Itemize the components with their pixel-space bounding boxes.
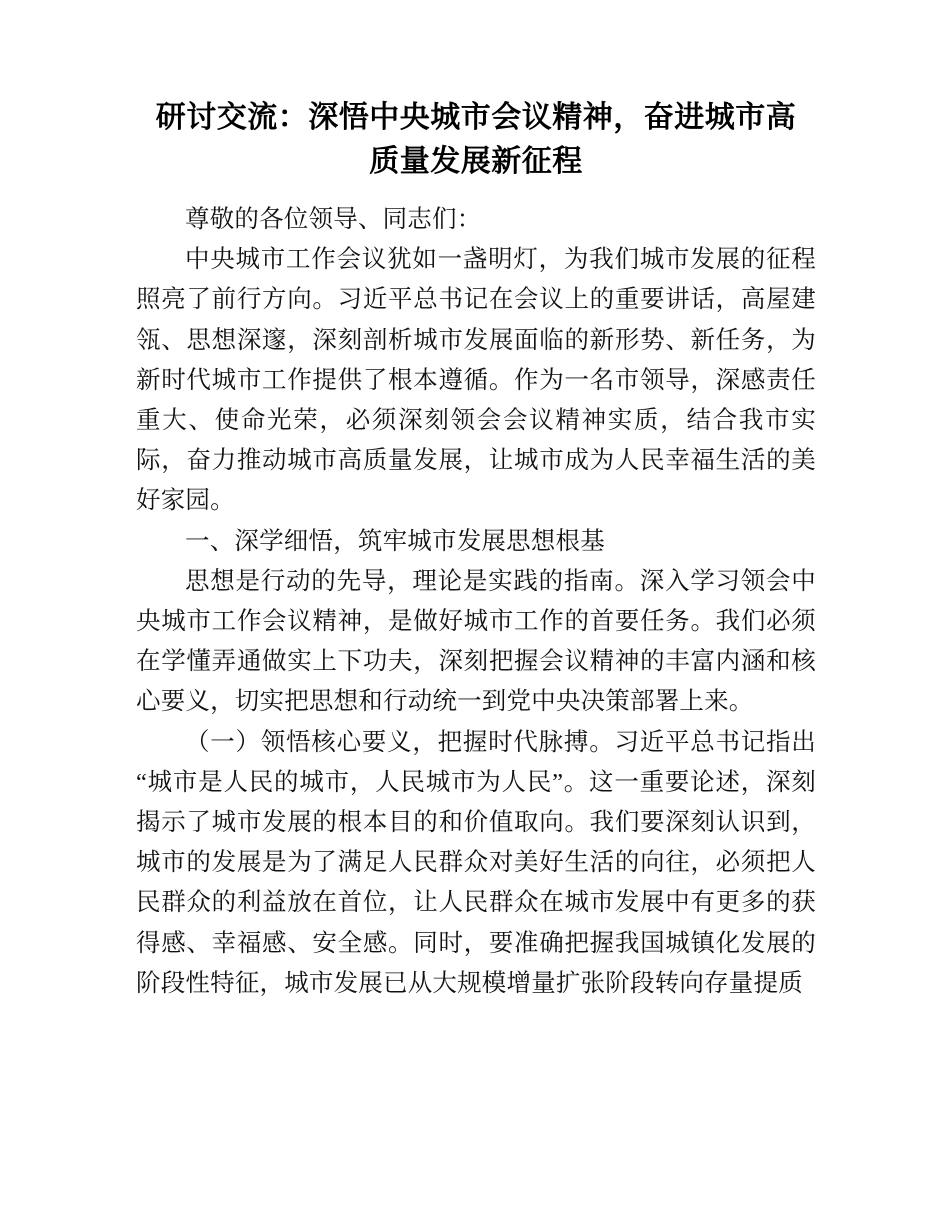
document-content <box>136 96 816 1004</box>
page-title: 研讨交流：深悟中央城市会议精神，奋进城市高质量发展新征程 <box>155 101 797 178</box>
opening-paragraph: 中央城市工作会议犹如一盏明灯，为我们城市发展的征程照亮了前行方向。习近平总书记在会议上的重要讲话，高屋建瓴、思想深邃，深刻剖析城市发展面临的新形势、新任务，为新时代城市工作提供了根本遵循。作为一名市领导，深感责任重大、使命光荣，必须深刻领会会议精神实质，结合我市实际，奋力推动城市高质量发展，让城市成为人民幸福生活的美好家园。 <box>136 246 816 515</box>
subsection-1-1: （一）领悟核心要义，把握时代脉搏。习近平总书记指出“城市是人民的城市，人民城市为人民”。这一重要论述，深刻揭示了城市发展的根本目的和价值取向。我们要深刻认识到，城市的发展是为了满足人民群众对美好生活的向往，必须把人民群众的利益放在首位，让人民群众在城市发展中有更多的获得感、幸福感、安全感。同时，要准确把握我国城镇化发展的阶段性特征，城市发展已从大规模增量扩张阶段转向存量提质 <box>136 728 816 997</box>
section-heading-1: 一、深学细悟，筑牢城市发展思想根基 <box>185 527 605 555</box>
salutation: 尊敬的各位领导、同志们： <box>185 206 482 233</box>
section-1-intro: 思想是行动的先导，理论是实践的指南。深入学习领会中央城市工作会议精神，是做好城市工作的首要任务。我们必须在学懂弄通做实上下功夫，深刻把握会议精神的丰富内涵和核心要义，切实把思想和行动统一到党中央决策部署上来。 <box>136 567 816 716</box>
